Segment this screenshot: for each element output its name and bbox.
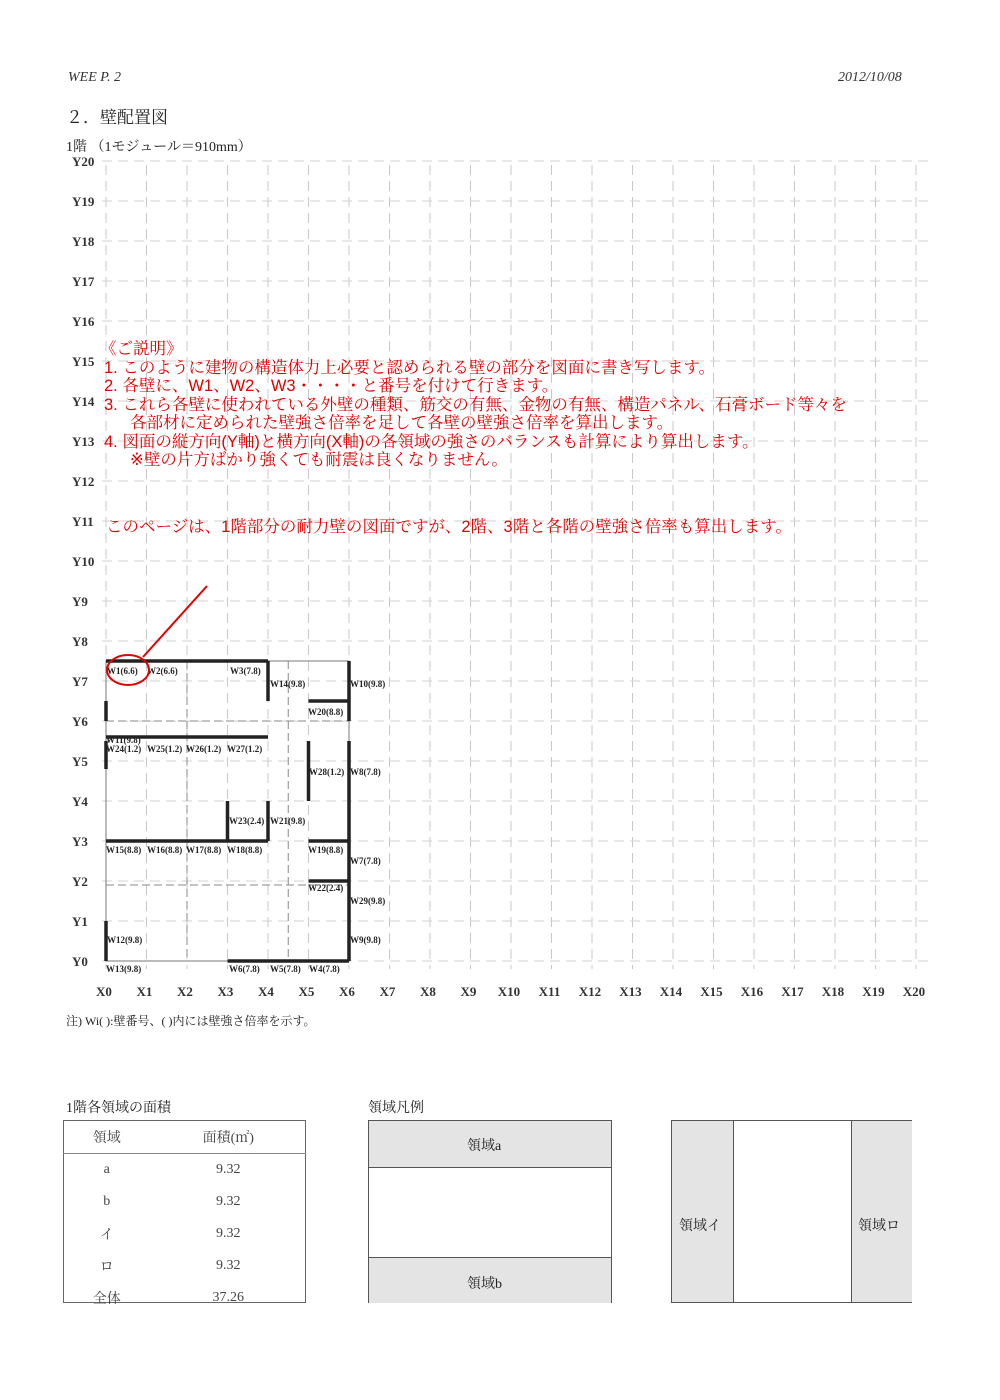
region-a-label: 領域a (467, 1139, 502, 1154)
explanation-line-4-cont: ※壁の片方ばかり強くても耐震は良くなりません。 (130, 451, 508, 469)
region-b-label: 領域b (467, 1277, 502, 1292)
wall-label: W29(9.8) (350, 896, 386, 906)
x-axis-label: X3 (217, 984, 234, 999)
x-axis-label: X19 (862, 984, 885, 999)
y-axis-label: Y3 (72, 834, 88, 849)
y-axis-label: Y4 (72, 794, 88, 809)
explanation-line-3: 3. これら各壁に使われている外壁の種類、筋交の有無、金物の有無、構造パネル、石膏ボード等々を (104, 395, 848, 414)
y-axis-label: Y2 (72, 874, 88, 889)
area-cell: 9.32 (215, 1258, 241, 1273)
region-cell: ロ (99, 1260, 114, 1275)
x-axis-label: X10 (497, 984, 521, 999)
x-axis-label: X14 (659, 984, 683, 999)
explanation-line-2: 2. 各壁に、W1、W2、W3・・・・と番号を付けて行きます。 (104, 377, 559, 395)
legend-ab (368, 1120, 612, 1303)
wall-label: W10(9.8) (350, 679, 386, 689)
document-date: 2012/10/08 (838, 70, 902, 85)
section-title: ２．壁配置図 (66, 108, 168, 127)
y-axis-label: Y10 (72, 554, 95, 569)
wall-label: W4(7.8) (309, 964, 340, 974)
table-row (63, 1218, 306, 1250)
y-axis-label: Y12 (72, 474, 95, 489)
region-cell: 全体 (92, 1292, 121, 1307)
wall-label: W26(1.2) (186, 744, 222, 754)
wall-label: W22(2.4) (308, 883, 344, 893)
wall-label: W16(8.8) (147, 845, 183, 855)
area-table-caption: 1階各領域の面積 (66, 1101, 171, 1116)
y-axis-label: Y11 (72, 514, 94, 529)
x-axis-label: X13 (619, 984, 642, 999)
table-row (63, 1186, 306, 1218)
wall-label: W19(8.8) (308, 845, 344, 855)
y-axis-label: Y13 (72, 434, 95, 449)
y-axis-label: Y19 (72, 194, 95, 209)
explanation-line-4: 4. 図面の縦方向(Y軸)と横方向(X軸)の各領域の強さのバランスも計算により算出します。 (104, 432, 759, 451)
table-row (63, 1154, 306, 1187)
wall-label: W28(1.2) (309, 767, 345, 777)
x-axis-label: X2 (177, 984, 193, 999)
region-ro-band (851, 1121, 912, 1302)
y-axis-label: Y20 (72, 154, 95, 169)
table-header-row (63, 1120, 306, 1154)
x-axis-label: X18 (821, 984, 845, 999)
wall-label: W9(9.8) (350, 935, 381, 945)
x-axis-label: X5 (298, 984, 315, 999)
area-column-header: 面積(㎡) (150, 1120, 306, 1154)
region-cell: イ (99, 1228, 114, 1243)
region-cell: b (103, 1194, 111, 1209)
wall-label: W25(1.2) (147, 744, 183, 754)
region-i-label: 領域イ (679, 1219, 721, 1234)
x-axis-label: X6 (339, 984, 355, 999)
wall-label: W8(7.8) (350, 767, 381, 777)
wall-label: W15(8.8) (106, 845, 142, 855)
y-axis-label: Y18 (72, 234, 95, 249)
region-cell: a (103, 1162, 110, 1177)
wall-label: W12(9.8) (107, 935, 143, 945)
wall-label: W5(7.8) (270, 964, 301, 974)
wall-label: W24(1.2) (106, 744, 142, 754)
y-axis-label: Y1 (72, 914, 88, 929)
explanation-line-3-cont: 各部材に定められた壁強さ倍率を足して各壁の壁強さ倍率を算出します。 (130, 414, 674, 432)
area-cell: 37.26 (212, 1290, 244, 1305)
wall-label: W17(8.8) (186, 845, 222, 855)
wall-label: W21(9.8) (270, 816, 306, 826)
callout-leader-line (143, 586, 207, 657)
wall-label: W27(1.2) (227, 744, 263, 754)
explanation-line-1: 1. このように建物の構造体力上必要と認められる壁の部分を図面に書き写します。 (104, 358, 716, 377)
x-axis-label: X9 (460, 984, 477, 999)
x-axis-label: X1 (136, 984, 153, 999)
x-axis-label: X4 (258, 984, 274, 999)
y-axis-label: Y6 (72, 714, 88, 729)
wall-label: W3(7.8) (230, 666, 261, 676)
wall-label: W14(9.8) (270, 679, 306, 689)
footnote: 注) Wi( ):壁番号、( )内には壁強さ倍率を示す。 (66, 1014, 316, 1028)
wall-label: W18(8.8) (227, 845, 263, 855)
document-id: WEE P. 2 (68, 70, 122, 85)
y-axis-label: Y16 (72, 314, 95, 329)
wall-label: W7(7.8) (350, 856, 381, 866)
explanation-heading: 《ご説明》 (100, 340, 183, 358)
wall-label: W11(9.8) (106, 735, 141, 745)
floor-caption: 1階 （1モジュール＝910mm） (66, 140, 252, 155)
x-axis-label: X0 (96, 984, 112, 999)
wall-label: W6(7.8) (229, 964, 260, 974)
y-axis-label: Y9 (72, 594, 88, 609)
wall-label: W13(9.8) (106, 964, 142, 974)
x-axis-label: X7 (379, 984, 396, 999)
region-column-header: 領域 (63, 1120, 150, 1154)
y-axis-label: Y14 (72, 394, 95, 409)
x-axis-label: X8 (420, 984, 436, 999)
wall-label: W2(6.6) (147, 666, 178, 676)
page-note: このページは、1階部分の耐力壁の図面ですが、2階、3階と各階の壁強さ倍率も算出します。 (106, 518, 792, 536)
area-table (63, 1120, 306, 1314)
y-axis-label: Y8 (72, 634, 88, 649)
x-axis-label: X17 (781, 984, 804, 999)
area-cell: 9.32 (215, 1194, 241, 1209)
explanation-note (100, 340, 980, 470)
y-axis-label: Y0 (72, 954, 88, 969)
area-cell: 9.32 (215, 1226, 241, 1241)
y-axis-label: Y17 (72, 274, 95, 289)
x-axis-label: X15 (700, 984, 723, 999)
table-row (63, 1282, 306, 1314)
legend-caption: 領域凡例 (368, 1101, 424, 1116)
table-row (63, 1250, 306, 1282)
y-axis-label: Y7 (72, 674, 88, 689)
y-axis-label: Y15 (72, 354, 95, 369)
y-axis-label: Y5 (72, 754, 88, 769)
wall-label: W23(2.4) (229, 816, 265, 826)
x-axis-label: X16 (740, 984, 764, 999)
region-ro-label: 領域ロ (858, 1219, 900, 1234)
legend-i-ro (671, 1120, 912, 1303)
x-axis-label: X11 (538, 984, 561, 999)
wall-label: W20(8.8) (308, 707, 344, 717)
x-axis-label: X20 (902, 984, 926, 999)
x-axis-label: X12 (578, 984, 602, 999)
region-i-band (672, 1121, 734, 1302)
wall-label: W1(6.6) (107, 666, 138, 676)
area-cell: 9.32 (215, 1162, 241, 1177)
